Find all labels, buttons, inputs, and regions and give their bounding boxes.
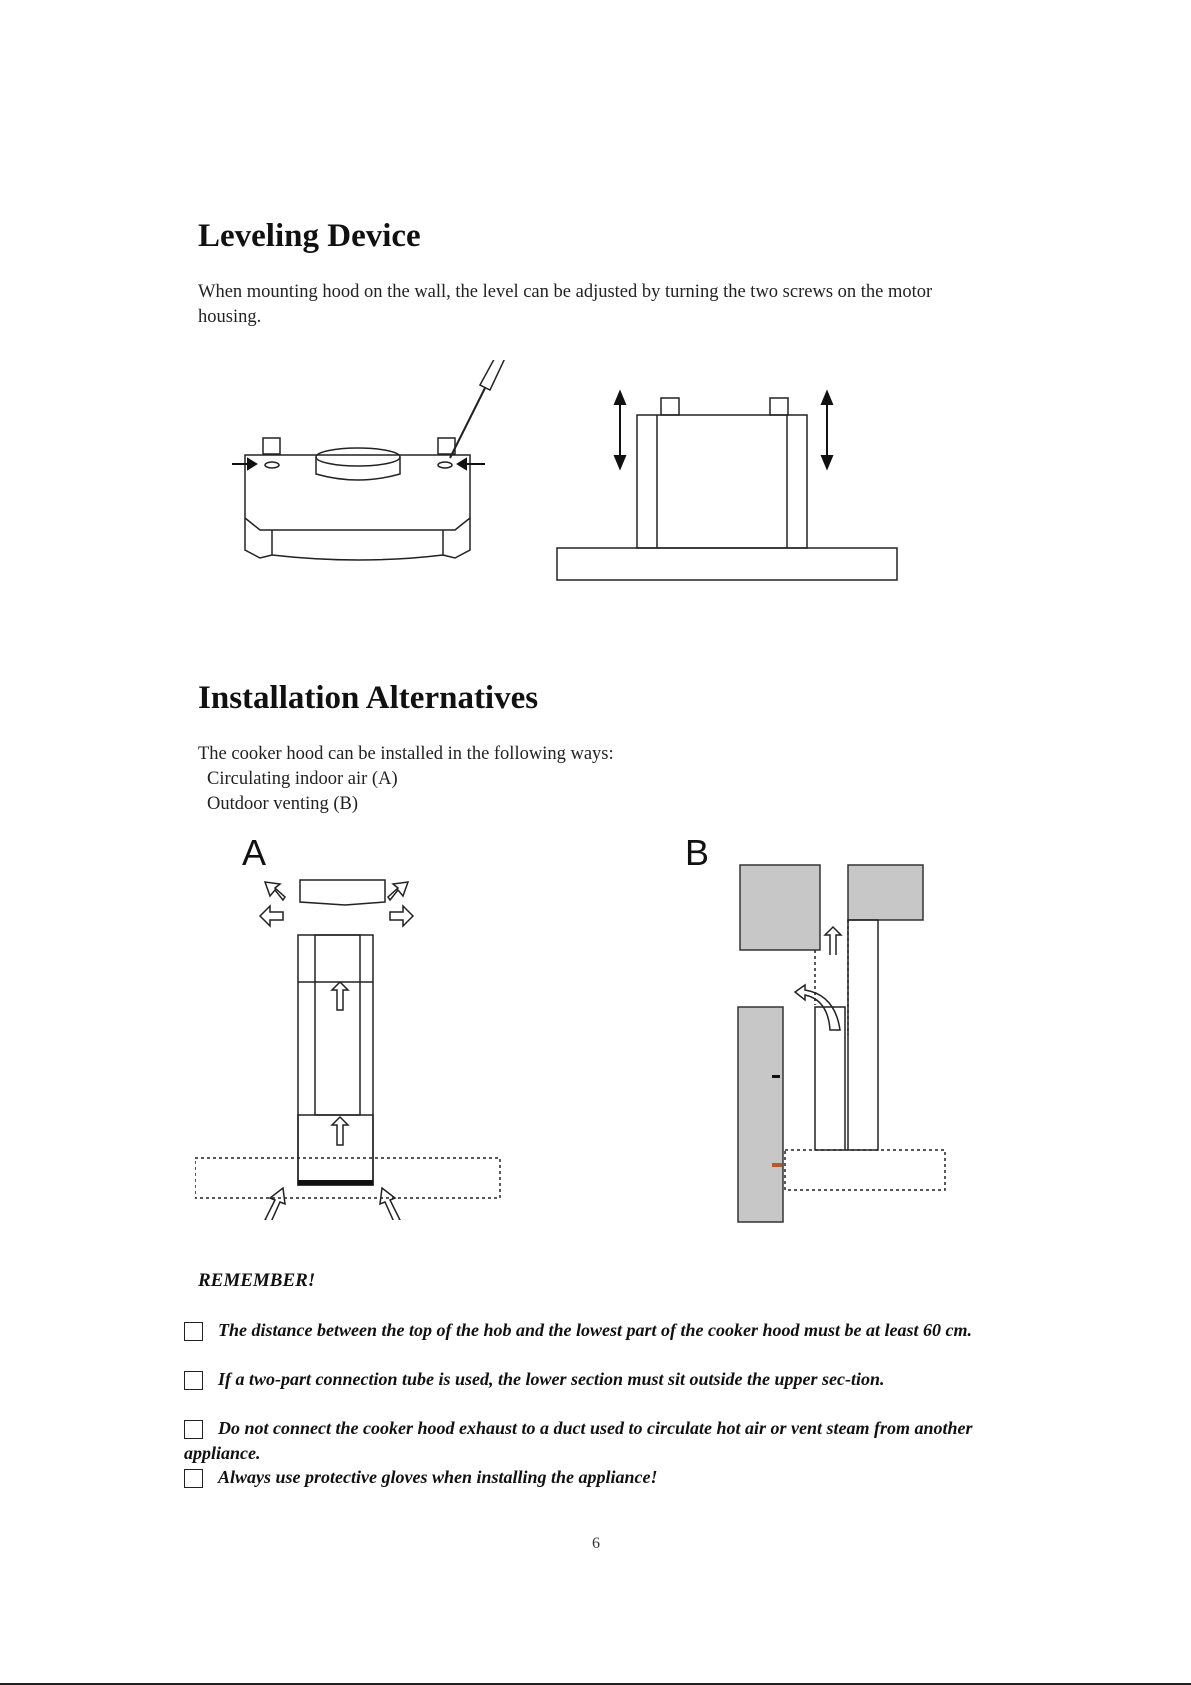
section-title-installation: Installation Alternatives <box>198 680 539 716</box>
remember-title: REMEMBER! <box>198 1270 316 1291</box>
option-circulating: Circulating indoor air (A) <box>207 769 398 789</box>
figure-label-a: A <box>242 832 267 873</box>
note-2: If a two-part connection tube is used, the lower section must sit outside the upper sec-tion. <box>218 1369 885 1389</box>
leveling-description: When mounting hood on the wall, the level can be adjusted by turning the two screws on the motor housing. <box>198 282 933 327</box>
option-outdoor: Outdoor venting (B) <box>207 794 359 814</box>
installation-intro: The cooker hood can be installed in the following ways: <box>198 744 614 764</box>
figure-label-b: B <box>685 832 710 873</box>
circulating-diagram <box>195 860 505 1220</box>
note-1: The distance between the top of the hob and the lowest part of the cooker hood must be at least 60 cm. <box>218 1320 972 1340</box>
note-3: Do not connect the cooker hood exhaust to a duct used to circulate hot air or vent steam from another appliance. <box>184 1418 973 1463</box>
leveling-diagram <box>200 360 960 590</box>
venting-diagram <box>730 855 950 1225</box>
page-number: 6 <box>592 1535 600 1552</box>
note-4: Always use protective gloves when installing the appliance! <box>218 1467 658 1487</box>
section-title-leveling: Leveling Device <box>198 218 421 254</box>
